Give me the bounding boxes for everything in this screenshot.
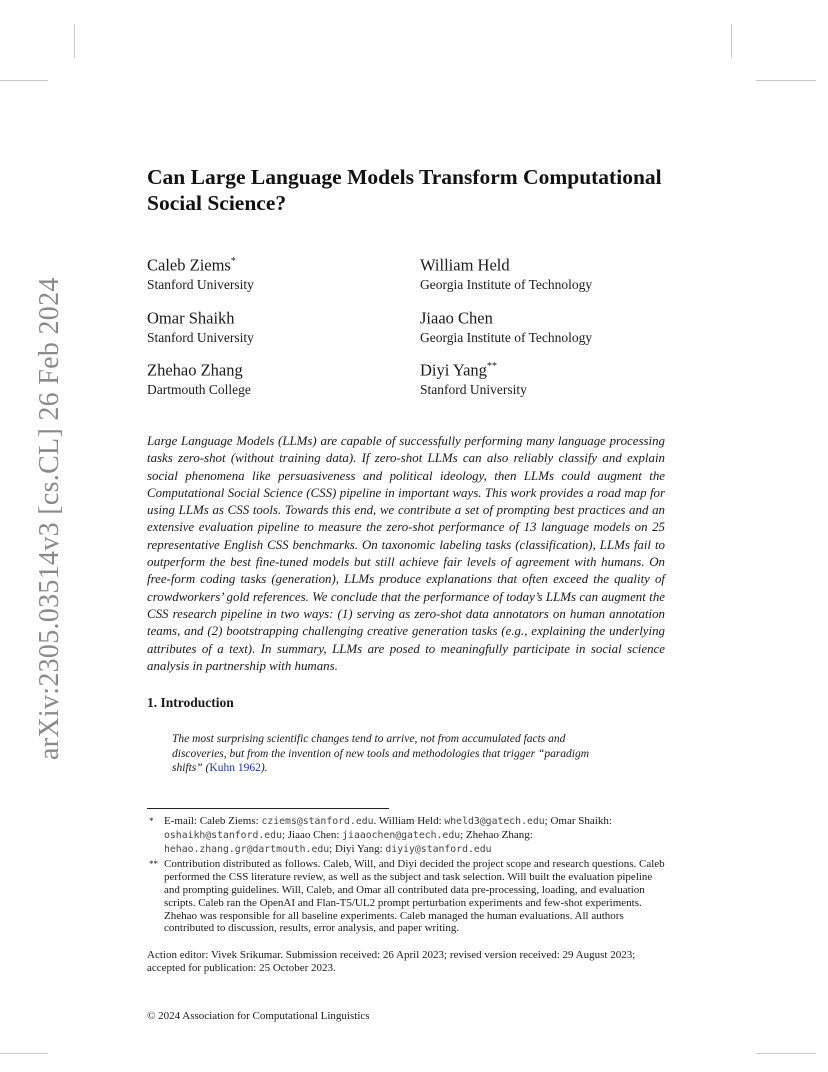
author-affiliation: Stanford University bbox=[147, 276, 254, 292]
author-name: Caleb Ziems bbox=[147, 255, 231, 275]
email-address: wheld3@gatech.edu bbox=[444, 816, 545, 827]
footnote bbox=[147, 858, 667, 935]
crop-mark bbox=[0, 1053, 48, 1054]
paper-title: Can Large Language Models Transform Computational Social Science? bbox=[147, 165, 662, 215]
author-affiliation: Georgia Institute of Technology bbox=[420, 329, 593, 345]
copyright: © 2024 Association for Computational Linguistics bbox=[147, 1010, 370, 1022]
email-address: oshaikh@stanford.edu bbox=[164, 829, 282, 841]
crop-mark bbox=[731, 24, 732, 58]
footnote-text: ; Jiaao Chen: bbox=[281, 828, 343, 841]
author-mark: * bbox=[230, 256, 236, 267]
author-name: William Held bbox=[420, 255, 510, 275]
crop-mark bbox=[74, 24, 75, 58]
arxiv-stamp: arXiv:2305.03514v3 [cs.CL] 26 Feb 2024 bbox=[34, 277, 65, 760]
author-name: Jiaao Chen bbox=[420, 308, 493, 328]
author bbox=[420, 305, 690, 347]
author-affiliation: Dartmouth College bbox=[147, 381, 251, 397]
email-address: diyiy@stanford.edu bbox=[385, 843, 492, 855]
email-address: cziems@stanford.edu bbox=[261, 816, 374, 827]
crop-mark bbox=[756, 1053, 816, 1054]
crop-mark bbox=[0, 80, 48, 81]
epigraph-text: The most surprising scientific changes tend to arrive, not from accumulated facts and discoveries, but from the invention of new tools and methodologies that trigger “paradigm shifts” ( bbox=[172, 733, 590, 774]
footnote-text: ; Zhehao Zhang: bbox=[460, 828, 533, 841]
author-affiliation: Stanford University bbox=[147, 329, 254, 345]
author-name: Diyi Yang bbox=[420, 360, 487, 380]
author bbox=[147, 357, 417, 399]
footnote bbox=[147, 815, 667, 856]
footnote-text: ; Diyi Yang: bbox=[329, 842, 386, 855]
footnote-text: E-mail: Caleb Ziems: bbox=[164, 815, 262, 827]
email-address: hehao.zhang.gr@dartmouth.edu bbox=[164, 843, 330, 855]
action-editor-note: Action editor: Vivek Srikumar. Submission received: 26 April 2023; revised version received: 29 August 2023; accepted for publication: 25 October 2023. bbox=[147, 949, 636, 974]
author-affiliation: Stanford University bbox=[420, 381, 527, 397]
abstract: Large Language Models (LLMs) are capable of successfully performing many language processing tasks zero-shot (without training data). If zero-shot LLMs can also reliably classify and explain social phenomena like persuasiveness and political ideology, then LLMs could augment the Computational Social Science (CSS) pipeline in important ways. This work provides a road map for using LLMs as CSS tools. Towards this end, we contribute a set of prompting best practices and an extensive evaluation pipeline to measure the zero-shot performance of 13 language models on 25 representative English CSS benchmarks. On taxonomic labeling tasks (classification), LLMs fail to outperform the best fine-tuned models but still achieve fair levels of agreement with humans. On free-form coding tasks (generation), LLMs produce explanations that often exceed the quality of crowdworkers’ gold references. We conclude that the performance of today’s LLMs can augment the CSS research pipeline in two ways: (1) serving as zero-shot data annotators on human annotation teams, and (2) bootstrapping challenging creative generation tasks (e.g., explaining the underlying attributes of a text). In summary, LLMs are posed to meaningfully participate in social science analysis in partnership with humans. bbox=[147, 434, 665, 673]
author bbox=[147, 305, 417, 347]
footnote-mark: ** bbox=[149, 859, 158, 870]
footnote-text: Contribution distributed as follows. Caleb, Will, and Diyi decided the project scope and research questions. Caleb performed the CSS literature review, as well as the subject and task selection. Will built the evaluation pipeline and prompting guidelines. Will, Caleb, and Omar all contributed data pre-processing, loading, and evaluation scripts. Caleb ran the OpenAI and Flan-T5/UL2 prompt perturbation experiments and few-shot experiments. Zhehao was responsible for all baseline experiments. Caleb managed the human evaluations. All authors contributed to discussion, results, error analysis, and paper writing. bbox=[164, 858, 665, 935]
epigraph-end: ). bbox=[260, 762, 268, 774]
epigraph bbox=[172, 732, 612, 776]
author-name: Zhehao Zhang bbox=[147, 360, 243, 380]
author bbox=[147, 252, 417, 294]
author-mark: ** bbox=[486, 361, 497, 372]
footnote-mark: * bbox=[149, 816, 154, 826]
author bbox=[420, 252, 690, 294]
author bbox=[420, 357, 690, 399]
author-affiliation: Georgia Institute of Technology bbox=[420, 276, 593, 292]
crop-mark bbox=[756, 80, 816, 81]
footnotes bbox=[147, 815, 667, 937]
author-name: Omar Shaikh bbox=[147, 308, 235, 328]
citation-link[interactable]: Kuhn 1962 bbox=[209, 762, 261, 774]
email-address: jiaaochen@gatech.edu bbox=[342, 829, 461, 841]
footnote-text: . William Held: bbox=[373, 815, 445, 827]
footnote-rule bbox=[147, 808, 389, 809]
footnote-text: ; Omar Shaikh: bbox=[544, 815, 612, 827]
section-heading: 1. Introduction bbox=[147, 695, 234, 710]
